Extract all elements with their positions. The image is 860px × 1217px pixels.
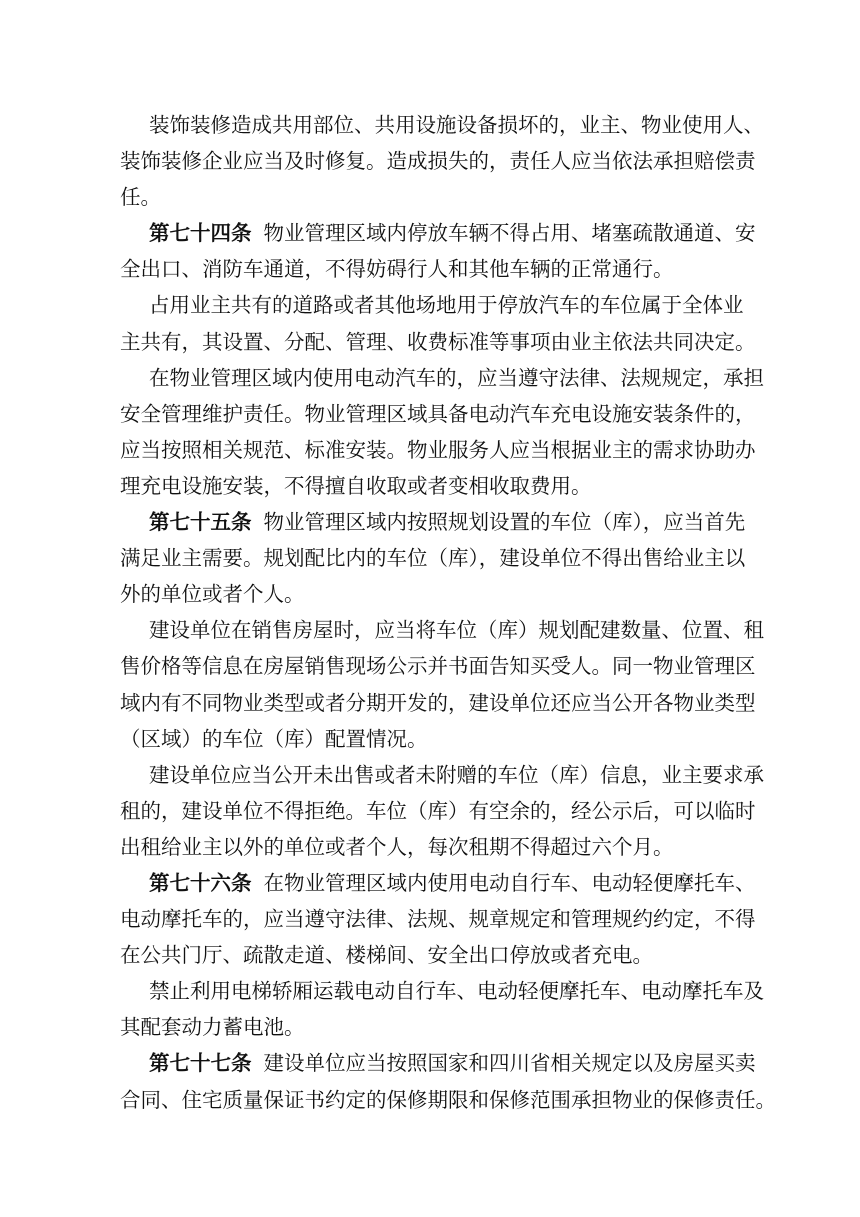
text-line (120, 504, 746, 540)
line-text: 在公共门厅、疏散走道、楼梯间、安全出口停放或者充电。 (120, 943, 653, 968)
text-line (120, 937, 740, 973)
body-paragraph (120, 757, 764, 865)
line-text: 租的，建设单位不得拒绝。车位（库）有空余的，经公示后，可以临时 (120, 798, 756, 823)
line-text: 装饰装修企业应当及时修复。造成损失的，责任人应当依法承担赔偿责 (120, 149, 756, 174)
text-line (120, 468, 740, 504)
text-line (120, 612, 764, 648)
line-text: 外的单位或者个人。 (120, 582, 305, 607)
line-text: 售价格等信息在房屋销售现场公示并书面告知买受人。同一物业管理区 (120, 654, 756, 679)
text-line (120, 829, 740, 865)
text-line (120, 685, 756, 721)
text-line (120, 396, 756, 432)
line-text: （区域）的车位（库）配置情况。 (120, 726, 428, 751)
line-text: 装饰装修造成共用部位、共用设施设备损坏的，业主、物业使用人、 (149, 113, 764, 137)
text-line (120, 901, 756, 937)
line-text: 占用业主共有的道路或者其他场地用于停放汽车的车位属于全体业 (149, 293, 744, 318)
line-text: 合同、住宅质量保证书约定的保修期限和保修范围承担物业的保修责任。 (120, 1087, 776, 1112)
line-text: 建设单位应当按照国家和四川省相关规定以及房屋买卖 (263, 1051, 756, 1076)
text-line (120, 324, 756, 360)
line-text: 理充电设施安装，不得擅自收取或者变相收取费用。 (120, 473, 592, 498)
line-text: 物业管理区域内停放车辆不得占用、堵塞疏散通道、安 (263, 221, 756, 246)
body-paragraph (120, 612, 764, 756)
line-text: 任。 (120, 185, 161, 210)
text-line (120, 793, 756, 829)
article-heading: 第七十四条 (149, 221, 252, 246)
article-paragraph (120, 504, 746, 612)
line-text: 电动摩托车的，应当遵守法律、法规、规章规定和管理规约约定，不得 (120, 907, 756, 932)
article-paragraph (120, 215, 756, 287)
text-line (120, 432, 756, 468)
line-text: 其配套动力蓄电池。 (120, 1015, 305, 1040)
text-line (120, 540, 746, 576)
line-text: 全出口、消防车通道，不得妨碍行人和其他车辆的正常通行。 (120, 257, 674, 282)
text-line (120, 143, 756, 179)
line-text: 应当按照相关规范、标准安装。物业服务人应当根据业主的需求协助办 (120, 437, 756, 462)
line-text: 建设单位在销售房屋时，应当将车位（库）规划配建数量、位置、租 (149, 618, 764, 643)
article-heading: 第七十六条 (149, 870, 252, 895)
article-paragraph (120, 1045, 776, 1117)
line-text: 满足业主需要。规划配比内的车位（库），建设单位不得出售给业主以 (120, 546, 746, 571)
body-paragraph (120, 287, 756, 359)
text-line (120, 251, 740, 287)
text-line (120, 287, 744, 323)
text-line (120, 648, 756, 684)
text-line (120, 1009, 740, 1045)
line-text: 安全管理维护责任。物业管理区域具备电动汽车充电设施安装条件的， (120, 401, 756, 426)
article-paragraph (120, 865, 756, 973)
text-line (120, 576, 740, 612)
text-line (120, 973, 764, 1009)
article-heading: 第七十七条 (149, 1051, 252, 1076)
body-paragraph (120, 107, 764, 215)
body-paragraph (120, 360, 764, 504)
line-text: 在物业管理区域内使用电动自行车、电动轻便摩托车、 (263, 870, 756, 895)
document-page (120, 107, 776, 1118)
text-line (120, 360, 764, 396)
line-text: 禁止利用电梯轿厢运载电动自行车、电动轻便摩托车、电动摩托车及 (149, 979, 764, 1004)
text-line (120, 865, 756, 901)
article-heading: 第七十五条 (149, 510, 252, 535)
body-paragraph (120, 973, 764, 1045)
text-line (120, 757, 764, 793)
line-text: 建设单位应当公开未出售或者未附赠的车位（库）信息，业主要求承 (149, 762, 764, 787)
text-line (120, 721, 740, 757)
line-text: 主共有，其设置、分配、管理、收费标准等事项由业主依法共同决定。 (120, 329, 756, 354)
text-line (120, 179, 740, 215)
text-line (120, 1082, 776, 1118)
text-line (120, 1045, 756, 1081)
line-text: 物业管理区域内按照规划设置的车位（库），应当首先 (263, 510, 746, 535)
text-line (120, 215, 756, 251)
line-text: 出租给业主以外的单位或者个人，每次租期不得超过六个月。 (120, 834, 674, 859)
line-text: 在物业管理区域内使用电动汽车的，应当遵守法律、法规规定，承担 (149, 365, 764, 390)
line-text: 域内有不同物业类型或者分期开发的，建设单位还应当公开各物业类型 (120, 690, 756, 715)
text-line (120, 107, 764, 143)
